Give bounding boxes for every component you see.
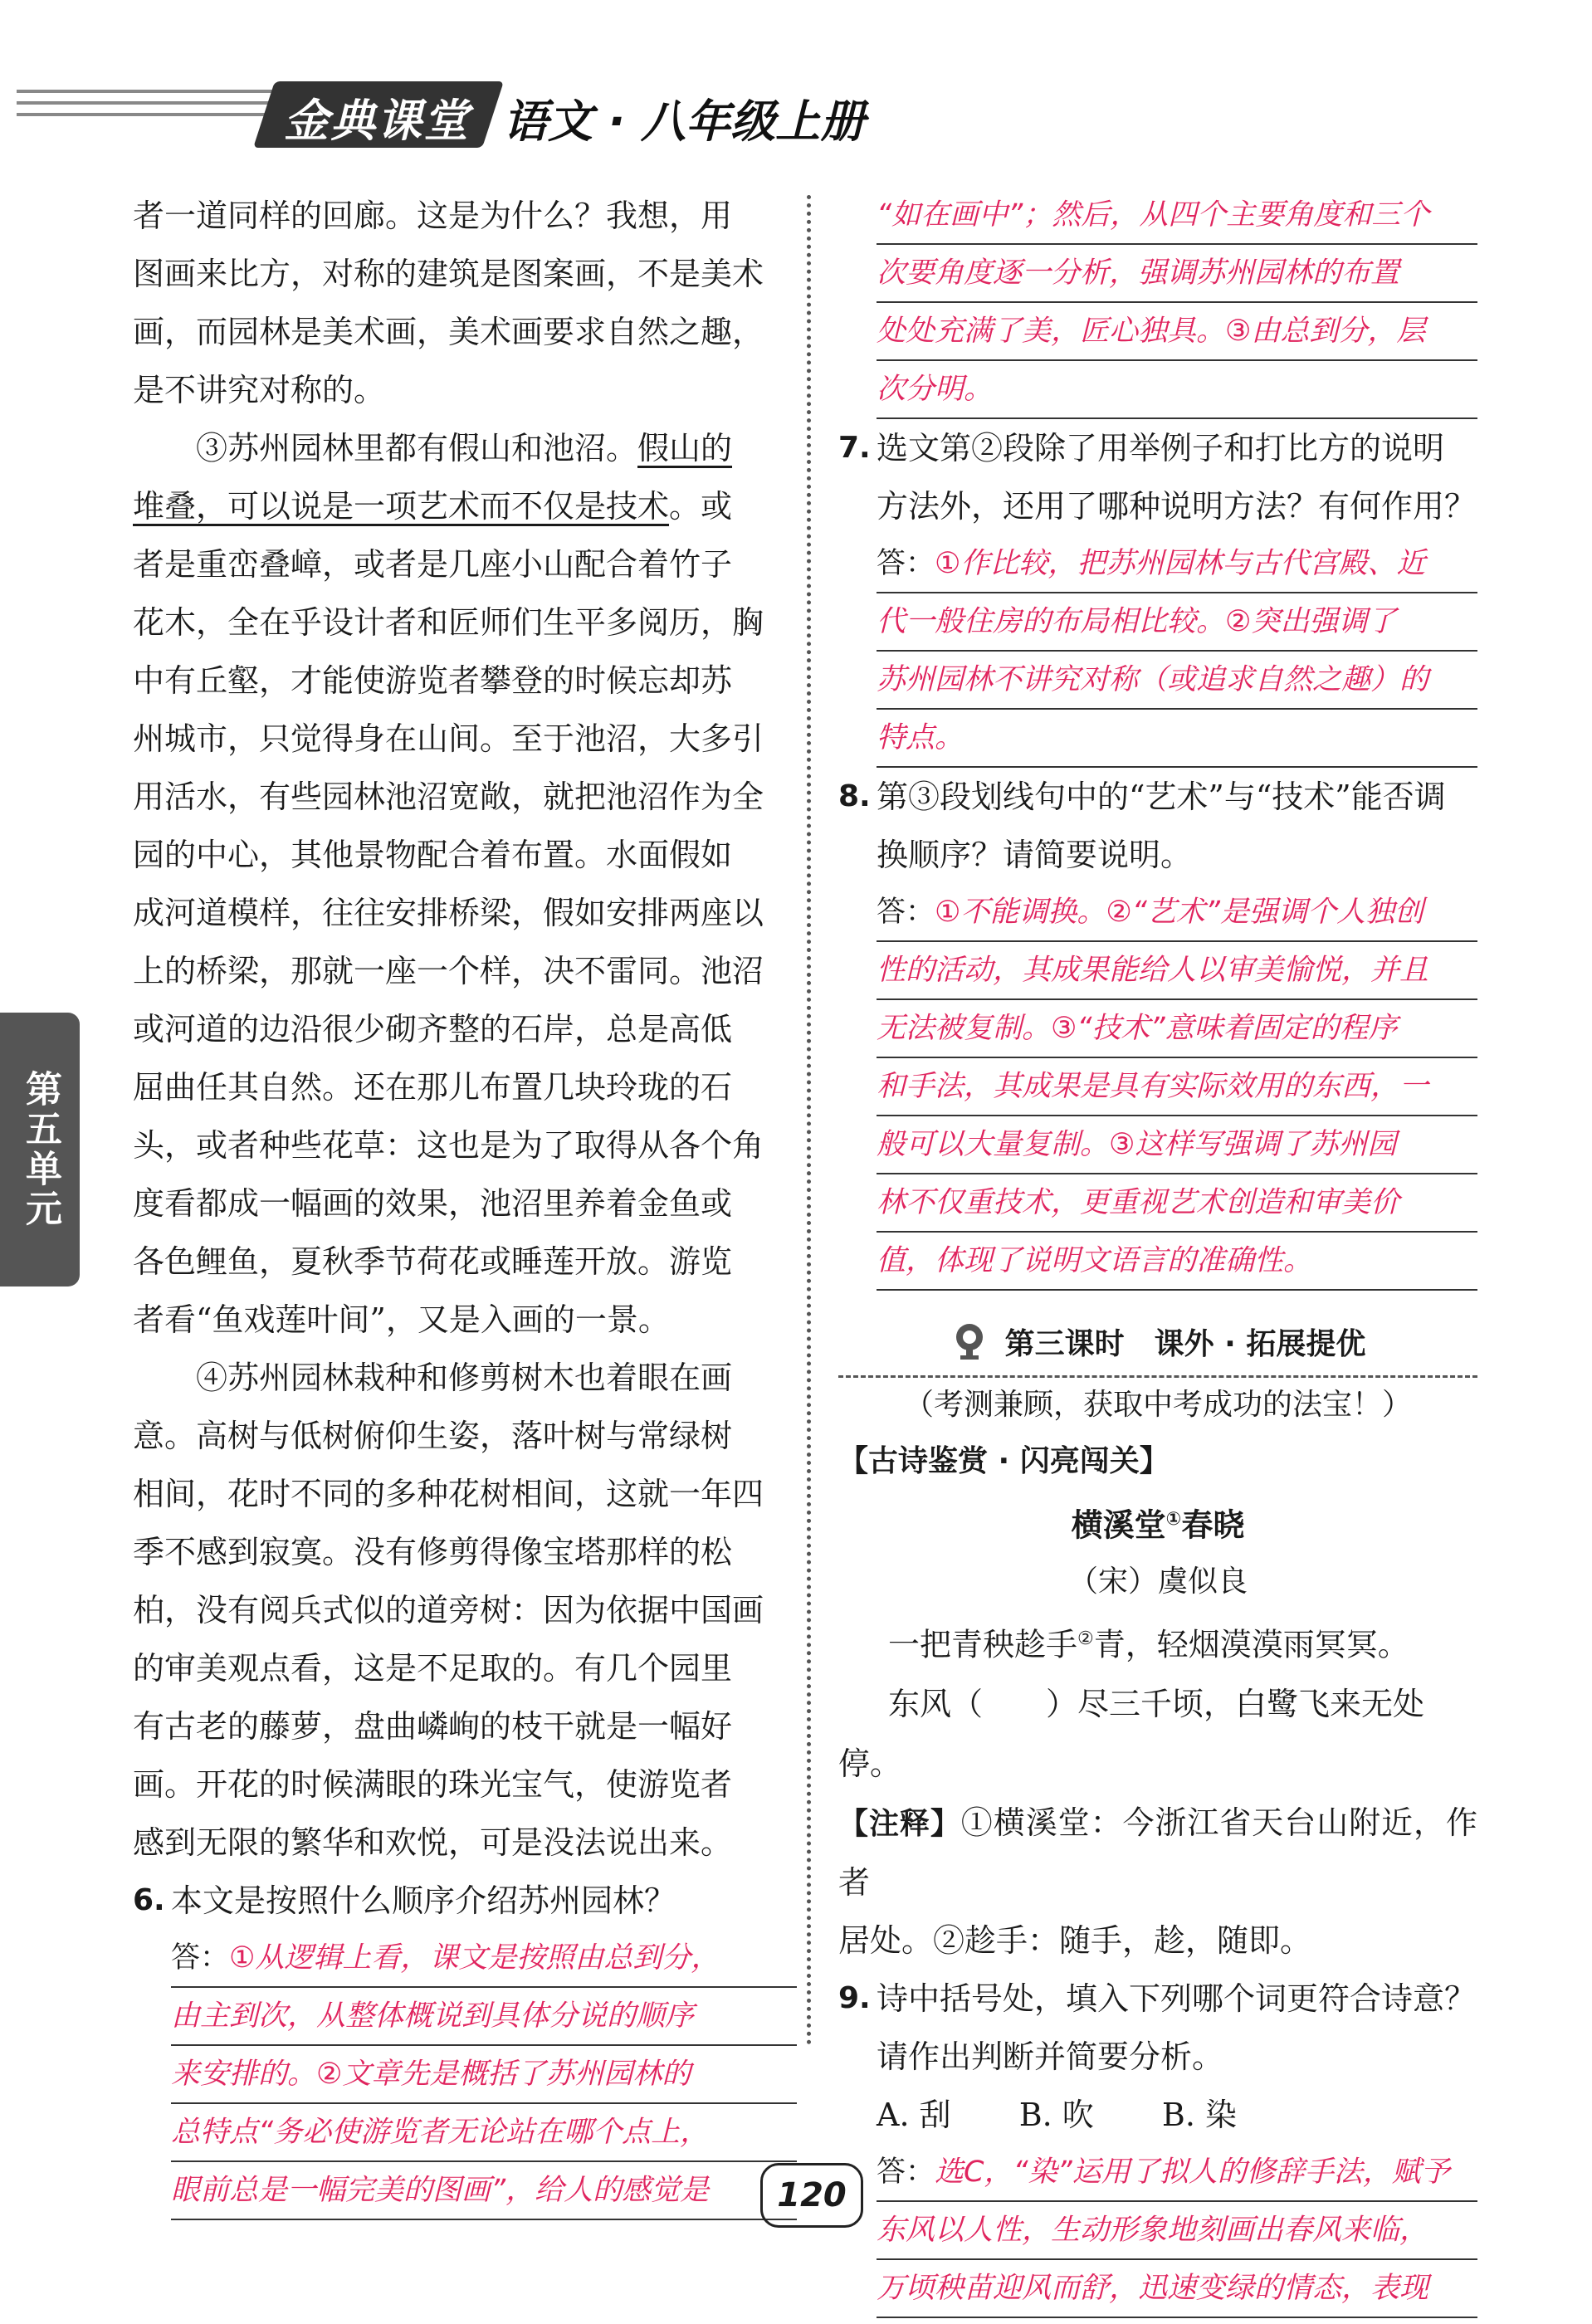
text-line: 季不感到寂寞。没有修剪得像宝塔那样的松: [133, 1534, 733, 1570]
options-row: [838, 2086, 1477, 2144]
underlined-sentence: 堆叠，可以说是一项艺术而不仅是技术: [133, 488, 670, 525]
answer-text: ①不能调换。②“艺术”是强调个人独创: [935, 896, 1424, 929]
text-line: 画。开花的时候满眼的珠光宝气，使游览者: [133, 1766, 733, 1803]
answer-6-continued: [877, 187, 1477, 419]
answer-line: 次分明。: [877, 361, 1477, 419]
answer-label: 答：: [877, 896, 935, 929]
subject-title: 语文 · 八年级上册: [503, 95, 866, 148]
text-line: 感到无限的繁华和欢悦，可是没法说出来。: [133, 1824, 733, 1861]
answer-line: [877, 535, 1477, 593]
answer-line: 和手法，其成果是具有实际效用的东西，一: [877, 1058, 1477, 1116]
text-line: 柏，没有阅兵式似的道旁树：因为依据中国画: [133, 1592, 764, 1628]
poem-line: 东风（ ）尽三千顷，白鹭飞来无处停。: [838, 1686, 1425, 1783]
option-b: B. 吹: [1018, 2097, 1094, 2134]
poem-title: [838, 1491, 1477, 1555]
question-text: 诗中括号处，填入下列哪个词更符合诗意？: [877, 1980, 1477, 2018]
answer-text: ①作比较，把苏州园林与古代宫殿、近: [935, 547, 1426, 580]
question-number: 7.: [838, 431, 871, 465]
text-line: 有古老的藤萝，盘曲嶙峋的枝干就是一幅好: [133, 1708, 733, 1745]
text-line: 中有丘壑，才能使游览者攀登的时候忘却苏: [133, 662, 733, 699]
right-column: [838, 187, 1477, 2318]
answer-label: 答：: [171, 1941, 230, 1975]
answer-line: 特点。: [877, 710, 1477, 768]
header-decoration: [17, 90, 299, 124]
text-line: 相间，花时不同的多种花树相间，这就一年四: [133, 1476, 764, 1512]
question-number: 9.: [838, 1981, 871, 2016]
text-line: 画，而园林是美术画，美术画要求自然之趣，: [133, 314, 764, 350]
answer-line: 处处充满了美，匠心独具。③由总到分，层: [877, 303, 1477, 361]
option-c: B. 染: [1161, 2097, 1237, 2134]
text-line: 意。高树与低树俯仰生姿，落叶树与常绿树: [133, 1418, 733, 1454]
text-line: ④苏州园林栽种和修剪树木也着眼在画: [196, 1360, 733, 1396]
question-text: 选文第②段除了用举例子和打比方的说明: [877, 430, 1445, 466]
answer-8: [877, 884, 1477, 1291]
question-text: 换顺序？请简要说明。: [877, 837, 1193, 873]
question-8: [838, 768, 1477, 884]
question-7: [838, 419, 1477, 535]
answer-line: 代一般住房的布局相比较。②突出强调了: [877, 593, 1477, 652]
page-number: 120: [760, 2163, 863, 2228]
answer-line: 值，体现了说明文语言的准确性。: [877, 1233, 1477, 1291]
column-divider: [807, 195, 811, 2046]
question-9: [838, 1970, 1477, 2086]
text-line: 州城市，只觉得身在山间。至于池沼，大多引: [133, 720, 764, 757]
text-line: [133, 477, 797, 535]
answer-line: 东风以人性，生动形象地刻画出春风来临，: [877, 2202, 1477, 2260]
question-number: 6.: [133, 1883, 165, 1917]
answer-line: [171, 1930, 797, 1988]
text-line: 屈曲任其自然。还在那儿布置几块玲珑的石: [133, 1069, 733, 1106]
text-run: ③苏州园林里都有假山和池沼。: [196, 430, 638, 466]
text-line: 者一道同样的回廊。这是为什么？我想，用: [133, 198, 733, 234]
poem-text: 一把青秧趁手: [888, 1626, 1078, 1663]
answer-text: ①从逻辑上看，课文是按照由总到分，: [229, 1941, 720, 1975]
footnote-marker: ②: [1077, 1628, 1094, 1649]
page-header: [0, 0, 1592, 191]
answer-line: 般可以大量复制。③这样写强调了苏州园: [877, 1116, 1477, 1174]
text-line: 的审美观点看，这是不足取的。有几个园里: [133, 1650, 733, 1687]
poem-title-text: 横溪堂: [1071, 1506, 1166, 1544]
text-line: 图画来比方，对称的建筑是图案画，不是美术: [133, 256, 764, 292]
left-column: [133, 187, 797, 2220]
question-text: 第③段划线句中的“艺术”与“技术”能否调: [877, 779, 1446, 815]
answer-line: 林不仅重技术，更重视艺术创造和审美价: [877, 1174, 1477, 1233]
question-text: 方法外，还用了哪种说明方法？有何作用？: [877, 488, 1477, 525]
question-number: 8.: [838, 779, 871, 813]
section-title: 第三课时 课外 · 拓展提优: [1004, 1326, 1366, 1361]
text-line: 者看“鱼戏莲叶间”，又是入画的一景。: [133, 1301, 670, 1338]
text-line: 是不讲究对称的。: [133, 372, 386, 408]
poem-section-heading: 【古诗鉴赏 · 闪亮闯关】: [838, 1444, 1170, 1478]
brand-title: 金典课堂: [284, 95, 470, 147]
answer-line: 总特点“务必使游览者无论站在哪个点上，: [171, 2104, 797, 2162]
answer-line: 由主到次，从整体概说到具体分说的顺序: [171, 1988, 797, 2046]
option-a: A. 刮: [877, 2097, 951, 2134]
section-subtitle: （考测兼顾，获取中考成功的法宝！）: [903, 1388, 1412, 1422]
question-6: [133, 1872, 797, 1930]
text-line: 园的中心，其他景物配合着布置。水面假如: [133, 837, 733, 873]
poem-title-text: 春晓: [1181, 1506, 1245, 1544]
text-line: 用活水，有些园林池沼宽敞，就把池沼作为全: [133, 779, 764, 815]
section-header: [838, 1312, 1477, 1370]
note-text: ①横溪堂：今浙江省天台山附近，作者: [838, 1804, 1477, 1902]
paragraph-4: [133, 1349, 797, 1872]
answer-6: [171, 1930, 797, 2220]
trophy-icon: [950, 1322, 989, 1360]
text-line: 度看都成一幅画的效果，池沼里养着金鱼或: [133, 1185, 733, 1222]
text-line: 或河道的边沿很少砌齐整的石岸，总是高低: [133, 1011, 733, 1047]
answer-line: 万顷秧苗迎风而舒，迅速变绿的情态，表现: [877, 2260, 1477, 2318]
text-line: 成河道模样，往往安排桥梁，假如安排两座以: [133, 895, 764, 931]
answer-line: 无法被复制。③“技术”意味着固定的程序: [877, 1000, 1477, 1058]
text-line: 各色鲤鱼，夏秋季节荷花或睡莲开放。游览: [133, 1243, 733, 1280]
poem-author: （宋）虞似良: [1067, 1564, 1248, 1599]
paragraph-2: [133, 187, 797, 419]
text-line: 花木，全在乎设计者和匠师们生平多阅历，胸: [133, 604, 764, 641]
poem-text: 青，轻烟漠漠雨冥冥。: [1093, 1626, 1409, 1663]
text-line: 头，或者种些花草：这也是为了取得从各个角: [133, 1127, 764, 1164]
poem-notes: [838, 1794, 1477, 1911]
answer-line: 次要角度逐一分析，强调苏州园林的布置: [877, 245, 1477, 303]
answer-label: 答：: [877, 547, 935, 580]
text-line: [133, 419, 797, 477]
answer-9: [877, 2144, 1477, 2318]
poem-line: [838, 1609, 1477, 1675]
answer-line: 性的活动，其成果能给人以审美愉悦，并且: [877, 942, 1477, 1000]
text-run: 。或: [669, 488, 733, 525]
question-text: 请作出判断并简要分析。: [877, 2038, 1224, 2076]
answer-line: “如在画中”；然后，从四个主要角度和三个: [877, 187, 1477, 245]
note-text: 居处。②趁手：随手，趁，随即。: [838, 1922, 1312, 1960]
underlined-sentence: 假山的: [637, 430, 733, 466]
paragraph-3: [133, 419, 797, 1349]
text-line: 者是重峦叠嶂，或者是几座小山配合着竹子: [133, 546, 733, 583]
answer-line: [877, 2144, 1477, 2202]
note-label: 【注释】: [838, 1807, 961, 1842]
footnote-marker: ①: [1165, 1509, 1182, 1530]
answer-line: [877, 884, 1477, 942]
answer-7: [877, 535, 1477, 768]
answer-line: 眼前总是一幅完美的图画”，给人的感觉是: [171, 2162, 797, 2220]
question-text: 本文是按照什么顺序介绍苏州园林？: [171, 1882, 676, 1919]
answer-line: 苏州园林不讲究对称（或追求自然之趣）的: [877, 652, 1477, 710]
answer-text: 选C，“染”运用了拟人的修辞手法，赋予: [935, 2156, 1450, 2190]
text-line: 上的桥梁，那就一座一个样，决不雷同。池沼: [133, 953, 764, 989]
answer-line: 来安排的。②文章先是概括了苏州园林的: [171, 2046, 797, 2104]
answer-label: 答：: [877, 2156, 935, 2190]
unit-tab: 第五单元: [0, 1013, 80, 1286]
